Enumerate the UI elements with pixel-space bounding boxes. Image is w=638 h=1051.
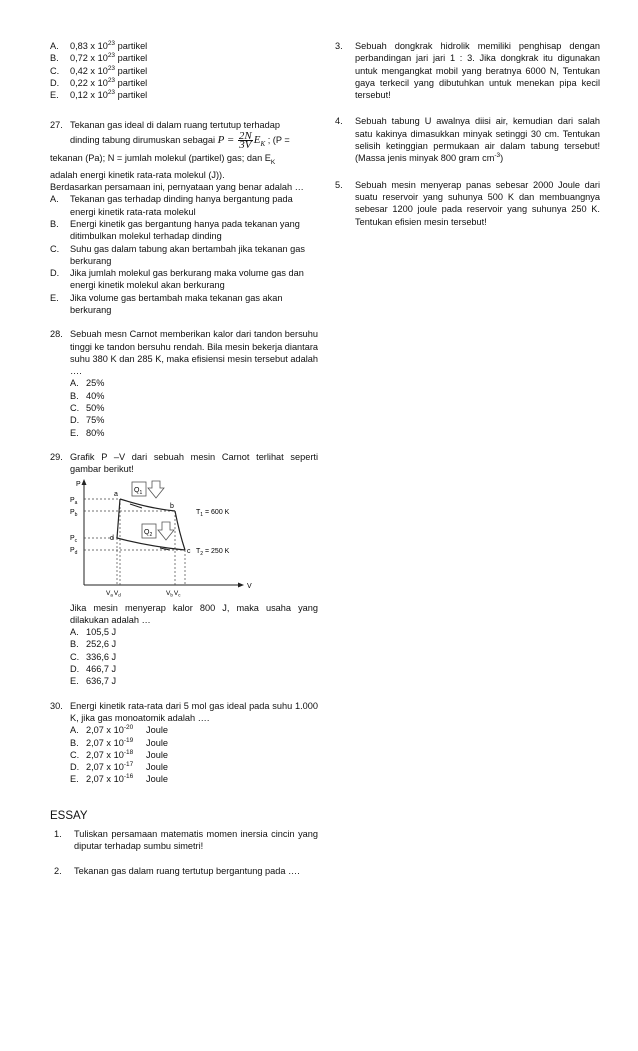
q28-option-e: E. 80% [70,427,105,438]
question-27 [50,119,318,316]
q27-line3: tekanan (Pa); N = jumlah molekul (partikel) gas; dan $E_K$ [50,152,276,166]
pa-label: $P_a$ [70,496,78,506]
question-text: Grafik P –V dari sebuah mesin Carnot terlihat seperti gambar berikut! [70,451,318,475]
question-number: 27. [50,120,63,131]
q29-option-e: E. 636,7 J [70,676,117,687]
essay-item-2: 2. Tekanan gas dalam ruang tertutup bergantung pada …. [54,865,300,876]
q28-option-d: D. 75% [70,415,105,426]
essay-item-4: 4. Sebuah tabung U awalnya diisi air, kemudian dari salah satu kakinya dimasukkan minyak setinggi 30 cm. Tentukan selisih ketinggian permukaan air dalam tabung tersebut! (Massa jenis minyak 800 gram $cm^{-3}$) [335,116,600,164]
vb-vc-label: $V_bV_c$ [166,589,181,598]
q27-equation-line: dinding tabung dirumuskan sebagai P = $\frac{2N}{3V}$ $E_K$ ; (P = [70,129,290,151]
q27-option-e: E. Jika volume gas bertambah maka tekanan gas akan berkurang [50,292,283,315]
pc-label: $P_c$ [70,534,78,544]
essay-title: ESSAY [50,809,88,822]
q26-option-d: D. 0,22 x $10^{23}$ partikel [50,76,148,88]
point-c-label: c [187,547,191,555]
question-number: 28. [50,329,63,340]
q30-option-b: B. 2,07 x $10^{-19}$ Joule [70,736,168,748]
q26-options [50,40,318,101]
p-axis-label: P [76,480,81,488]
left-column [50,40,318,877]
q27-option-a: A. Tekanan gas terhadap dinding hanya bergantung pada energi kinetik rata-rata molekul [50,194,293,217]
question-28 [50,328,318,439]
point-d-label: d [110,534,114,542]
essay-section [50,810,318,877]
t2-label: $T_2 = 250$ K [196,547,230,557]
q27-option-c: C. Suhu gas dalam tabung akan bertambah jika tekanan gas berkurang [50,243,305,266]
point-b-label: b [170,502,174,510]
essay-item-1: 1. Tuliskan persamaan matematis momen inersia cincin yang diputar terhadap sumbu simetri! [54,829,318,852]
q2-label: $Q_2$ [144,528,153,538]
pb-label: $P_b$ [70,508,78,518]
q27-option-d: D. Jika jumlah molekul gas berkurang maka volume gas dan energi kinetik molekul akan berkurang [50,268,304,291]
q27-line5: Berdasarkan persamaan ini, pernyataan yang benar adalah … [50,182,304,193]
q30-option-d: D. 2,07 x $10^{-17}$ Joule [70,761,168,773]
question-text: Energi kinetik rata-rata dari 5 mol gas ideal pada suhu 1.000 K, jika gas monoatomik adalah …. [70,700,318,723]
pd-label: $P_d$ [70,546,78,556]
question-text-followup: Jika mesin menyerap kalor 800 J, maka usaha yang dilakukan adalah … [70,602,318,625]
right-column [335,40,600,228]
q29-option-d: D. 466,7 J [70,664,117,675]
question-number: 29. [50,451,63,462]
essay-item-5: 5. Sebuah mesin menyerap panas sebesar 2000 Joule dari suatu reservoir yang suhunya 500 K dan membuangnya sebesar 1200 joule pada reservoir yang suhunya 250 K. Tentukan efisien mesin tersebut! [335,179,600,227]
q30-option-a: A. 2,07 x $10^{-20}$ Joule [70,724,168,736]
q27-line4: adalah energi kinetik rata-rata molekul (J)). [50,169,225,180]
question-29 [50,451,318,688]
point-a-label: a [114,490,118,498]
q28-option-c: C. 50% [70,403,105,414]
q26-option-c: C. 0,42 x $10^{23}$ partikel [50,64,148,76]
pv-diagram [70,478,318,600]
q27-line1: Tekanan gas ideal di dalam ruang tertutup terhadap [70,120,280,131]
question-text: Sebuah mesn Carnot memberikan kalor dari tandon bersuhu tinggi ke tandon bersuhu rendah. Bila mesin bekerja diantara suhu 380 K dan 285 K, maka efisiensi mesin tersebut adalah …. [70,329,318,377]
q29-option-b: B. 252,6 J [70,639,117,650]
question-number: 30. [50,700,63,711]
t1-label: $T_1 = 600$ K [196,508,230,518]
va-vd-label: $V_aV_d$ [106,589,121,598]
question-30 [50,700,318,786]
q30-option-e: E. 2,07 x $10^{-16}$ Joule [70,773,168,785]
q29-option-a: A. 105,5 J [70,627,117,638]
q26-option-b: B. 0,72 x $10^{23}$ partikel [50,52,148,64]
essay-item-3: 3. Sebuah dongkrak hidrolik memiliki penghisap dengan perbandingan jari jari 1 : 3. Jika dongkrak itu digunakan untuk mengangkat mobil yang beratnya 6000 N, Tentukan gaya terkecil yang dibutuhkan untuk menekan pipa kecil tersebut! [335,41,600,101]
q28-option-a: A. 25% [70,378,105,389]
q26-option-a: A. 0,83 x $10^{23}$ partikel [50,40,148,51]
v-axis-label: V [247,582,252,590]
q26-option-e: E. 0,12 x $10^{23}$ partikel [50,89,148,101]
q28-option-b: B. 40% [70,390,105,401]
equation-fraction: $\frac{2N}{3V}$ [238,129,252,151]
q29-option-c: C. 336,6 J [70,651,117,662]
q30-option-c: C. 2,07 x $10^{-18}$ Joule [70,748,168,760]
q27-option-b: B. Energi kinetik gas bergantung hanya pada tekanan yang ditimbulkan molekul terhadap dinding [50,218,300,242]
q1-label: $Q_1$ [134,486,143,496]
